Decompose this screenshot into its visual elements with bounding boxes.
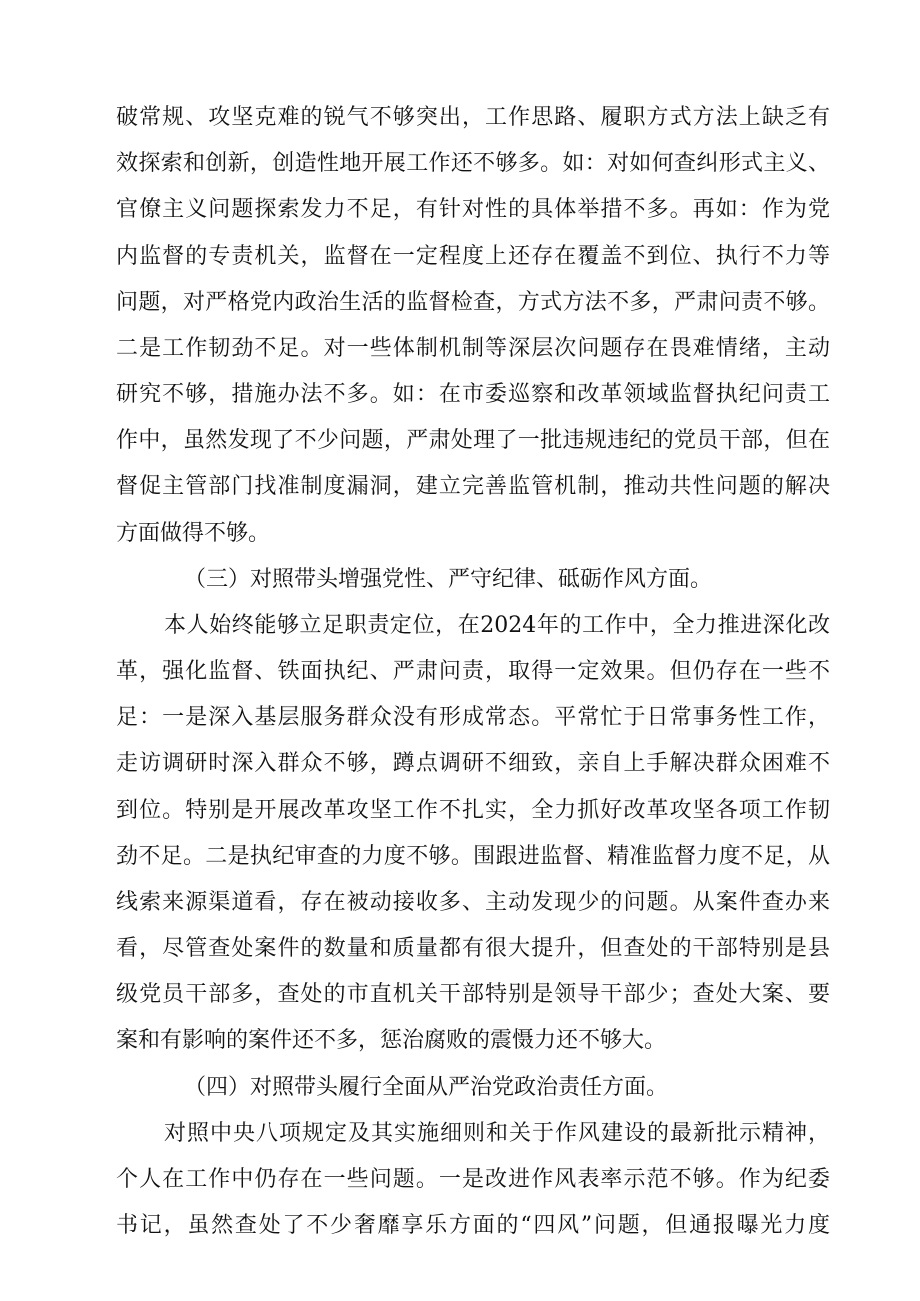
text-line: 研究不够，措施办法不多。如：在市委巡察和改革领域监督执纪问责工 [116,382,830,407]
text-line: 效探索和创新，创造性地开展工作还不够多。如：对如何查纠形式主义、 [116,151,830,176]
text-line: 级党员干部多，查处的市直机关干部特别是领导干部少；查处大案、要 [116,982,830,1007]
text-line: 线索来源渠道看，存在被动接收多、主动发现少的问题。从案件查办来 [116,890,830,915]
text-line: 作中，虽然发现了不少问题，严肃处理了一批违规违纪的党员干部，但在 [116,428,830,453]
text-line: 官僚主义问题探索发力不足，有针对性的具体举措不多。再如：作为党 [116,197,830,222]
text-line: 方面做得不够。 [116,521,271,546]
text-line: 到位。特别是开展改革攻坚工作不扎实，全力抓好改革攻坚各项工作韧 [116,798,830,823]
text-line: 看，尽管查处案件的数量和质量都有很大提升，但查处的干部特别是县 [116,936,830,961]
text-line: 问题，对严格党内政治生活的监督检查，方式方法不多，严肃问责不够。 [116,290,830,315]
text-line: 督促主管部门找准制度漏洞，建立完善监管机制，推动共性问题的解决 [116,474,830,499]
text-line: 破常规、攻坚克难的锐气不够突出，工作思路、履职方式方法上缺乏有 [116,105,830,130]
text-line: 走访调研时深入群众不够，蹲点调研不细致，亲自上手解决群众困难不 [116,751,830,776]
text-line: 案和有影响的案件还不多，惩治腐败的震慑力还不够大。 [116,1028,667,1053]
section-heading-3: （三）对照带头增强党性、严守纪律、砥砺作风方面。 [184,567,713,592]
text-line: 二是工作韧劲不足。对一些体制机制等深层次问题存在畏难情绪，主动 [116,336,830,361]
text-line: 个人在工作中仍存在一些问题。一是改进作风表率示范不够。作为纪委 [116,1167,830,1192]
text-line: 足：一是深入基层服务群众没有形成常态。平常忙于日常事务性工作， [116,705,830,730]
section-heading-4: （四）对照带头履行全面从严治党政治责任方面。 [184,1075,669,1100]
text-line: 内监督的专责机关，监督在一定程度上还存在覆盖不到位、执行不力等 [116,244,830,269]
text-line: 书记，虽然查处了不少奢靡享乐方面的“四风”问题，但通报曝光力度 [116,1213,830,1238]
paragraph-start-line: 本人始终能够立足职责定位，在2024年的工作中，全力推进深化改 [164,613,830,638]
text-line: 劲不足。二是执纪审查的力度不够。围跟进监督、精准监督力度不足，从 [116,844,830,869]
text-line: 革，强化监督、铁面执纪、严肃问责，取得一定效果。但仍存在一些不 [116,659,830,684]
paragraph-start-line: 对照中央八项规定及其实施细则和关于作风建设的最新批示精神， [164,1121,830,1146]
